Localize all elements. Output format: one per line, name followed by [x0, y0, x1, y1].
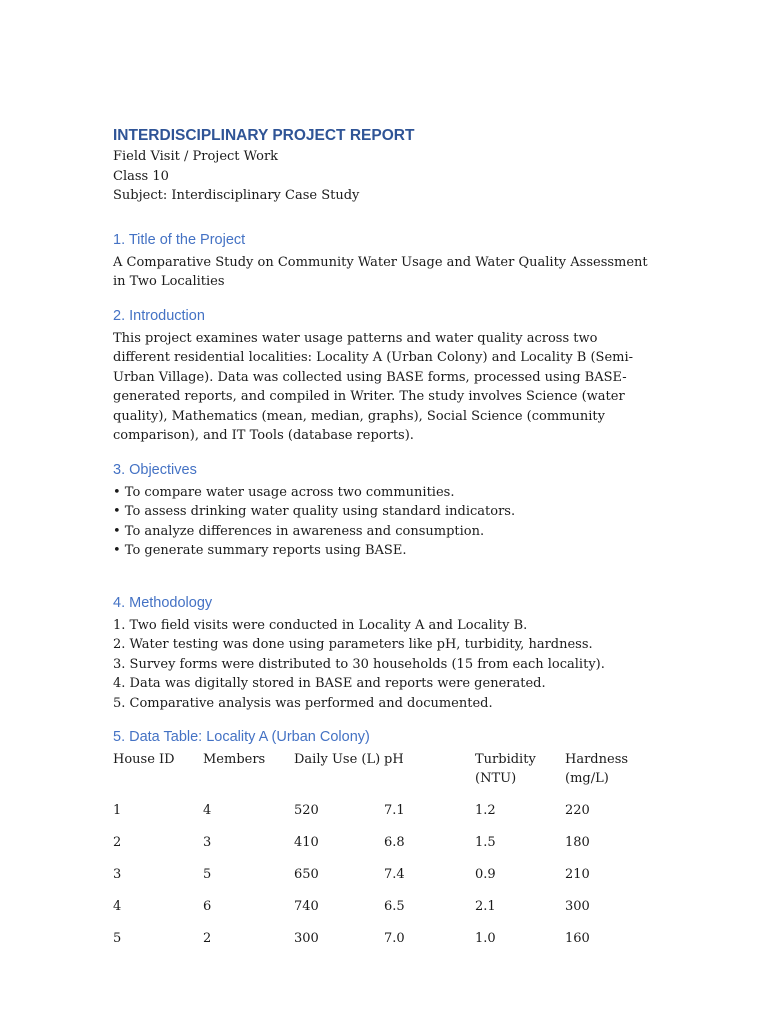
section-methodology	[113, 593, 653, 714]
table-cell: 180	[565, 835, 590, 850]
table-cell: 220	[565, 803, 590, 818]
table-cell: 740	[294, 899, 319, 914]
document-body	[113, 126, 653, 961]
section-objectives	[113, 460, 653, 561]
table-cell: 3	[203, 835, 212, 850]
table-row	[113, 865, 653, 897]
table-row	[113, 833, 653, 865]
table-cell: 160	[565, 931, 590, 946]
objective-item: • To compare water usage across two communities.	[113, 484, 455, 500]
objective-item: • To analyze differences in awareness and consumption.	[113, 523, 485, 539]
table-cell: 520	[294, 803, 319, 818]
section-heading: 1. Title of the Project	[113, 231, 246, 248]
column-header: Hardness (mg/L)	[565, 752, 629, 786]
table-cell: 2	[203, 931, 212, 946]
column-header: House ID	[113, 752, 175, 767]
column-header: Members	[203, 752, 266, 767]
class-line: Class 10	[113, 168, 169, 184]
methodology-step: 2. Water testing was done using parameters like pH, turbidity, hardness.	[113, 637, 593, 652]
table-cell: 0.9	[475, 867, 496, 882]
column-header: Daily Use (L)	[294, 752, 381, 767]
table-cell: 7.0	[384, 931, 405, 946]
table-cell: 6.5	[384, 899, 405, 914]
section-data-table	[113, 727, 653, 961]
table-cell: 5	[203, 867, 212, 882]
table-cell: 7.4	[384, 867, 405, 882]
table-cell: 650	[294, 867, 319, 882]
table-cell: 300	[565, 899, 590, 914]
table-row	[113, 897, 653, 929]
table-cell: 1.2	[475, 803, 496, 818]
methodology-step: 3. Survey forms were distributed to 30 households (15 from each locality).	[113, 656, 605, 672]
methodology-step: 5. Comparative analysis was performed and documented.	[113, 695, 493, 711]
report-title: INTERDISCIPLINARY PROJECT REPORT	[113, 127, 415, 144]
table-cell: 6.8	[384, 835, 405, 850]
section-heading: 3. Objectives	[113, 461, 197, 478]
section-heading: 5. Data Table: Locality A (Urban Colony)	[113, 729, 370, 745]
column-header: pH	[384, 752, 404, 767]
locality-a-data-table	[113, 750, 653, 961]
table-cell: 4	[203, 803, 212, 818]
table-cell: 2.1	[475, 899, 496, 914]
table-cell: 300	[294, 931, 319, 946]
section-title-of-project	[113, 230, 653, 292]
table-cell: 1.0	[475, 931, 496, 946]
methodology-step: 4. Data was digitally stored in BASE and reports were generated.	[113, 676, 546, 691]
table-cell: 1.5	[475, 835, 496, 850]
introduction-text: This project examines water usage patterns and water quality across two different residential localities: Locality A (Urban Colony) and Locality B (Semi-Urban Village). Data was collected using BASE forms, processed using BASE-generated reports, and compiled in Writer. The study involves Science (water quality), Mathematics (mean, median, graphs), Social Science (community comparison), and IT Tools (database reports).	[113, 330, 634, 443]
objective-item: • To generate summary reports using BASE.	[113, 543, 407, 558]
report-type-line: Field Visit / Project Work	[113, 149, 279, 164]
table-cell: 5	[113, 931, 122, 946]
objective-item: • To assess drinking water quality using standard indicators.	[113, 504, 516, 519]
section-introduction	[113, 306, 653, 446]
table-cell: 3	[113, 867, 122, 882]
subject-line: Subject: Interdisciplinary Case Study	[113, 188, 360, 203]
table-cell: 6	[203, 899, 212, 914]
table-row	[113, 801, 653, 833]
table-cell: 410	[294, 835, 319, 850]
table-cell: 210	[565, 867, 590, 882]
table-cell: 1	[113, 803, 122, 818]
table-cell: 4	[113, 899, 122, 914]
table-cell: 7.1	[384, 803, 405, 818]
methodology-step: 1. Two field visits were conducted in Locality A and Locality B.	[113, 617, 528, 633]
section-heading: 2. Introduction	[113, 307, 205, 324]
section-heading: 4. Methodology	[113, 594, 213, 611]
table-cell: 2	[113, 835, 122, 850]
table-header-row	[113, 750, 653, 801]
project-title-text: A Comparative Study on Community Water Usage and Water Quality Assessment in Two Localities	[113, 254, 648, 289]
table-row	[113, 929, 653, 961]
column-header: Turbidity (NTU)	[475, 752, 536, 786]
report-header	[113, 126, 653, 206]
